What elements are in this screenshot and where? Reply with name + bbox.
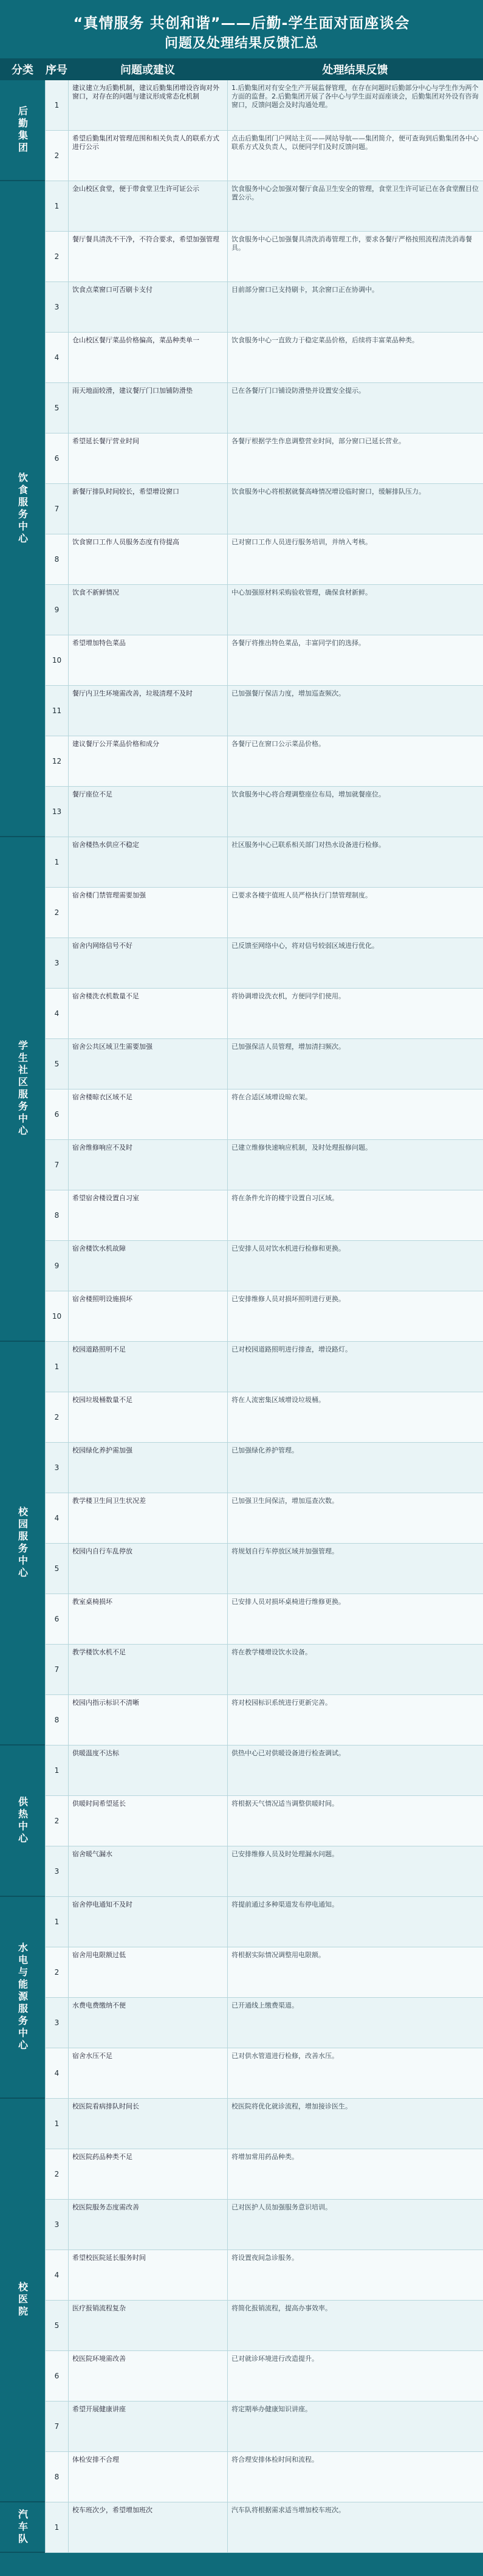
answer-cell: 将增加常用药品种类。 [227,2149,483,2200]
row-number: 1 [45,2099,68,2149]
question-cell: 供暖时间希望延长 [68,1796,227,1846]
question-cell: 校车班次少，希望增加班次 [68,2502,227,2553]
category-cell: 供热中心 [0,1746,45,1897]
question-cell: 宿舍用电限额过低 [68,1947,227,1998]
answer-cell: 已反馈至网络中心，将对信号较弱区域进行优化。 [227,938,483,989]
answer-cell: 已加强餐厅保洁力度，增加巡查频次。 [227,686,483,736]
question-cell: 教学楼卫生间卫生状况差 [68,1493,227,1544]
page-title: “真情服务 共创和谐”——后勤-学生面对面座谈会 [73,15,410,32]
answer-cell: 将根据实际情况调整用电限额。 [227,1947,483,1998]
question-cell: 校园内自行车乱停放 [68,1544,227,1594]
question-cell: 希望增加特色菜品 [68,635,227,686]
question-cell: 新餐厅排队时间较长，希望增设窗口 [68,484,227,534]
row-number: 5 [45,1039,68,1089]
row-number: 3 [45,2200,68,2250]
row-number: 6 [45,2351,68,2402]
question-cell: 宿舍楼门禁管理需要加强 [68,888,227,938]
page-subtitle: 问题及处理结果反馈汇总 [164,36,318,51]
row-number: 3 [45,1998,68,2048]
answer-cell: 已安排人员对损坏桌椅进行维修更换。 [227,1594,483,1645]
answer-cell: 将定期举办健康知识讲座。 [227,2402,483,2452]
category-cell: 后勤集团 [0,80,45,181]
answer-cell: 饮食服务中心会加强对餐厅食品卫生安全的管理，食堂卫生许可证已在各食堂醒目位置公示。 [227,181,483,232]
question-cell: 餐厅内卫生环境需改善，垃圾清理不及时 [68,686,227,736]
row-number: 1 [45,2502,68,2553]
question-cell: 饮食不新鲜情况 [68,585,227,635]
answer-cell: 各餐厅已在窗口公示菜品价格。 [227,736,483,787]
row-number: 1 [45,1897,68,1947]
answer-cell: 饮食服务中心将根据就餐高峰情况增设临时窗口，缓解排队压力。 [227,484,483,534]
question-cell: 宿舍楼饮水机故障 [68,1241,227,1291]
answer-cell: 将在教学楼增设饮水设备。 [227,1645,483,1695]
category-cell: 学生社区服务中心 [0,837,45,1342]
answer-cell: 已安排维修人员对损坏照明进行更换。 [227,1291,483,1342]
row-number: 13 [45,787,68,837]
row-number: 4 [45,989,68,1039]
row-number: 3 [45,1846,68,1897]
answer-cell: 各餐厅将推出特色菜品，丰富同学们的选择。 [227,635,483,686]
answer-cell: 将根据天气情况适当调整供暖时间。 [227,1796,483,1846]
row-number: 4 [45,333,68,383]
question-cell: 建议建立为后勤机制，建议后勤集团增设咨询对外窗口，对存在的问题与建议形成常态化机制 [68,80,227,131]
question-cell: 宿舍水压不足 [68,2048,227,2099]
row-number: 1 [45,837,68,888]
row-number: 7 [45,484,68,534]
question-cell: 宿舍维修响应不及时 [68,1140,227,1190]
answer-cell: 将规划自行车停放区域并加强管理。 [227,1544,483,1594]
question-cell: 希望校医院延长服务时间 [68,2250,227,2301]
question-cell: 校医院服务态度需改善 [68,2200,227,2250]
answer-cell: 已加强卫生间保洁，增加巡查次数。 [227,1493,483,1544]
row-number: 8 [45,534,68,585]
col-number: 序号 [46,64,67,77]
row-number: 7 [45,2402,68,2452]
question-cell: 宿舍楼晾衣区域不足 [68,1089,227,1140]
answer-cell: 社区服务中心已联系相关部门对热水设备进行检修。 [227,837,483,888]
question-cell: 校医院环境需改善 [68,2351,227,2402]
question-cell: 校医院药品种类不足 [68,2149,227,2200]
answer-cell: 已在各餐厅门口铺设防滑垫并设置安全提示。 [227,383,483,433]
row-number: 8 [45,2452,68,2502]
row-number: 5 [45,2301,68,2351]
row-number: 2 [45,1392,68,1443]
row-number: 3 [45,282,68,333]
question-cell: 校园内指示标识不清晰 [68,1695,227,1746]
question-cell: 建议餐厅公开菜品价格和成分 [68,736,227,787]
col-answer: 处理结果反馈 [322,64,388,77]
row-number: 6 [45,1089,68,1140]
question-cell: 宿舍停电通知不及时 [68,1897,227,1947]
answer-cell: 各餐厅根据学生作息调整营业时间，部分窗口已延长营业。 [227,433,483,484]
question-cell: 宿舍楼热水供应不稳定 [68,837,227,888]
answer-cell: 已对医护人员加强服务意识培训。 [227,2200,483,2250]
question-cell: 供暖温度不达标 [68,1746,227,1796]
question-cell: 体检安排不合理 [68,2452,227,2502]
answer-cell: 已加强绿化养护管理。 [227,1443,483,1493]
question-cell: 饮食点菜窗口可否刷卡支付 [68,282,227,333]
category-cell: 汽车队 [0,2502,45,2553]
row-number: 12 [45,736,68,787]
answer-cell: 将提前通过多种渠道发布停电通知。 [227,1897,483,1947]
answer-cell: 1.后勤集团对有安全生产开展监督管理，在存在问题时后勤部分中心与学生作为两个方面的监督。2.后勤集团开展了各中心与学生面对面座谈会，后勤集团对外设有咨询窗口，反馈问题会及时沟通处理。 [227,80,483,131]
answer-cell: 点击后勤集团门户网站主页——网站导航——集团简介，便可查询到后勤集团各中心联系方式及负责人，以便同学们及时反馈问题。 [227,131,483,181]
answer-cell: 中心加强原材料采购验收管理，确保食材新鲜。 [227,585,483,635]
question-cell: 宿舍楼照明设施损坏 [68,1291,227,1342]
row-number: 1 [45,80,68,131]
question-cell: 校园道路照明不足 [68,1342,227,1392]
answer-cell: 已对窗口工作人员进行服务培训，并纳入考核。 [227,534,483,585]
question-cell: 餐厅餐具清洗不干净，不符合要求，希望加强管理 [68,232,227,282]
question-cell: 宿舍楼洗衣机数量不足 [68,989,227,1039]
row-number: 10 [45,635,68,686]
answer-cell: 供热中心已对供暖设备进行检查调试。 [227,1746,483,1796]
question-cell: 餐厅座位不足 [68,787,227,837]
row-number: 9 [45,585,68,635]
question-cell: 教室桌椅损坏 [68,1594,227,1645]
answer-cell: 将设置夜间急诊服务。 [227,2250,483,2301]
question-cell: 宿舍内网络信号不好 [68,938,227,989]
row-number: 3 [45,1443,68,1493]
row-number: 5 [45,1544,68,1594]
row-number: 7 [45,1645,68,1695]
answer-cell: 将在条件允许的楼宇设置自习区域。 [227,1190,483,1241]
row-number: 8 [45,1695,68,1746]
answer-cell: 饮食服务中心已加强餐具清洗消毒管理工作，要求各餐厅严格按照流程清洗消毒餐具。 [227,232,483,282]
answer-cell: 将简化报销流程，提高办事效率。 [227,2301,483,2351]
row-number: 1 [45,1342,68,1392]
question-cell: 希望延长餐厅营业时间 [68,433,227,484]
answer-cell: 已对就诊环境进行改造提升。 [227,2351,483,2402]
answer-cell: 已安排人员对饮水机进行检修和更换。 [227,1241,483,1291]
question-cell: 水费电费缴纳不便 [68,1998,227,2048]
answer-cell: 将在人流密集区域增设垃圾桶。 [227,1392,483,1443]
answer-cell: 已对校园道路照明进行排查，增设路灯。 [227,1342,483,1392]
row-number: 6 [45,1594,68,1645]
page-header [0,0,483,58]
question-cell: 希望后勤集团对管理范围和相关负责人的联系方式进行公示 [68,131,227,181]
answer-cell: 已安排维修人员及时处理漏水问题。 [227,1846,483,1897]
row-number: 4 [45,2250,68,2301]
answer-cell: 将协调增设洗衣机，方便同学们使用。 [227,989,483,1039]
question-cell: 仓山校区餐厅菜品价格偏高，菜品种类单一 [68,333,227,383]
answer-cell: 饮食服务中心将合理调整座位布局，增加就餐座位。 [227,787,483,837]
question-cell: 饮食窗口工作人员服务态度有待提高 [68,534,227,585]
row-number: 2 [45,888,68,938]
category-cell: 水电与能源服务中心 [0,1897,45,2099]
row-number: 6 [45,433,68,484]
row-number: 2 [45,131,68,181]
question-cell: 宿舍暖气漏水 [68,1846,227,1897]
col-question: 问题或建议 [120,64,175,77]
category-cell: 校园服务中心 [0,1342,45,1746]
row-number: 3 [45,938,68,989]
row-number: 11 [45,686,68,736]
row-number: 10 [45,1291,68,1342]
row-number: 8 [45,1190,68,1241]
answer-cell: 校医院将优化就诊流程，增加接诊医生。 [227,2099,483,2149]
row-number: 5 [45,383,68,433]
row-number: 2 [45,232,68,282]
question-cell: 希望开展健康讲座 [68,2402,227,2452]
row-number: 7 [45,1140,68,1190]
question-cell: 校园垃圾桶数量不足 [68,1392,227,1443]
row-number: 2 [45,1947,68,1998]
answer-cell: 目前部分窗口已支持刷卡，其余窗口正在协调中。 [227,282,483,333]
row-number: 4 [45,1493,68,1544]
row-number: 9 [45,1241,68,1291]
answer-cell: 将在合适区域增设晾衣架。 [227,1089,483,1140]
answer-cell: 将合理安排体检时间和流程。 [227,2452,483,2502]
category-cell: 饮食服务中心 [0,181,45,837]
answer-cell: 已对供水管道进行检修，改善水压。 [227,2048,483,2099]
question-cell: 希望宿舍楼设置自习室 [68,1190,227,1241]
feedback-table [0,80,483,2576]
answer-cell: 已加强保洁人员管理，增加清扫频次。 [227,1039,483,1089]
answer-cell: 将对校园标识系统进行更新完善。 [227,1695,483,1746]
answer-cell: 已要求各楼宇值班人员严格执行门禁管理制度。 [227,888,483,938]
question-cell: 校医院看病排队时间长 [68,2099,227,2149]
answer-cell: 已开通线上缴费渠道。 [227,1998,483,2048]
category-cell: 校医院 [0,2099,45,2502]
question-cell: 教学楼饮水机不足 [68,1645,227,1695]
row-number: 2 [45,2149,68,2200]
question-cell: 雨天地面较滑，建议餐厅门口加铺防滑垫 [68,383,227,433]
answer-cell: 饮食服务中心一直致力于稳定菜品价格，后续将丰富菜品种类。 [227,333,483,383]
table-header [0,58,483,80]
row-number: 1 [45,1746,68,1796]
col-category: 分类 [12,64,33,77]
question-cell: 宿舍公共区域卫生需要加强 [68,1039,227,1089]
question-cell: 医疗报销流程复杂 [68,2301,227,2351]
row-number: 2 [45,1796,68,1846]
answer-cell: 汽车队将根据需求适当增加校车班次。 [227,2502,483,2553]
question-cell: 金山校区食堂，便于带食堂卫生许可证公示 [68,181,227,232]
question-cell: 校园绿化养护需加强 [68,1443,227,1493]
row-number: 4 [45,2048,68,2099]
row-number: 1 [45,181,68,232]
answer-cell: 已建立维修快速响应机制，及时处理报修问题。 [227,1140,483,1190]
